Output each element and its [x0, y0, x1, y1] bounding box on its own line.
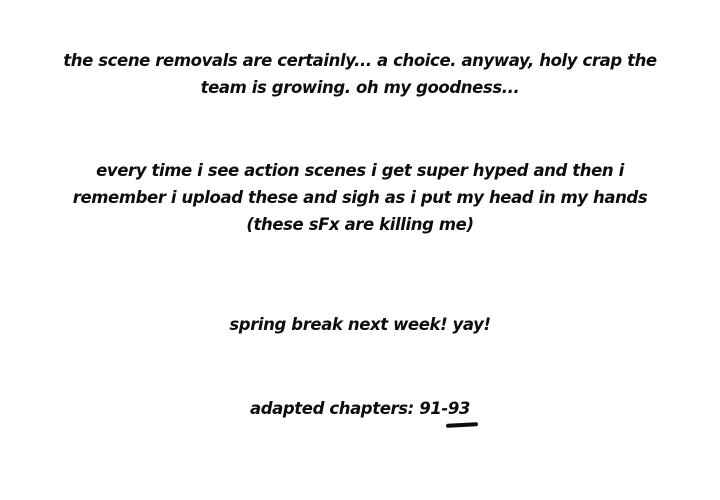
chapter-number-underlined: 93: [448, 395, 470, 422]
note-sfx-complaint: [0, 157, 720, 238]
note-line: spring break next week! yay!: [229, 315, 491, 334]
note-line: the scene removals are certainly... a choice. anyway, holy crap the: [63, 51, 657, 70]
note-adapted-chapters: [0, 395, 720, 422]
note-spring-break: [0, 311, 720, 338]
note-line: remember i upload these and sigh as i put my head in my hands: [72, 188, 648, 207]
chapters-label: adapted chapters: 91-: [250, 399, 448, 418]
note-scene-removals: [0, 47, 720, 101]
note-line: [0, 395, 720, 422]
note-line: team is growing. oh my goodness...: [200, 78, 520, 97]
note-line: (these sFx are killing me): [246, 215, 474, 234]
note-line: every time i see action scenes i get super hyped and then i: [96, 161, 624, 180]
